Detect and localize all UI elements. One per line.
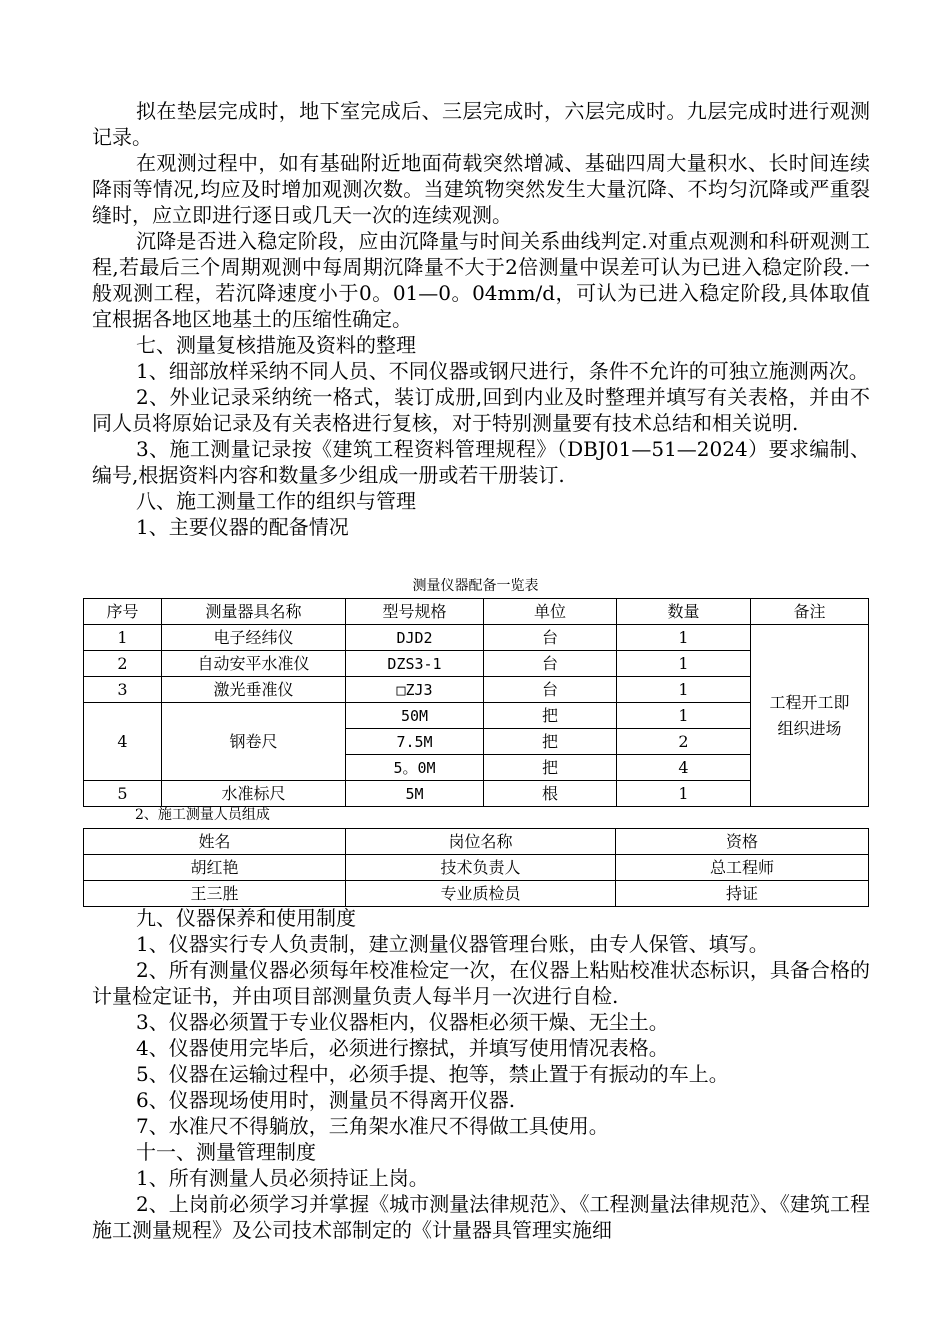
bottom-text-section — [92, 905, 870, 1243]
staff-name: 王三胜 — [84, 881, 346, 907]
table-row — [84, 855, 869, 881]
header-cell: 姓名 — [84, 829, 346, 855]
row-qty: 2 — [617, 729, 751, 755]
row-unit: 台 — [484, 677, 617, 703]
table-header-row — [84, 599, 869, 625]
paragraph-settlement-stability: 沉降是否进入稳定阶段，应由沉降量与时间关系曲线判定.对重点观测和科研观测工程,若最后三个周期观测中每周期沉降量不大于2倍测量中误差可认为已进入稳定阶段.一般观测工程，若沉降速度小于0。01—0。04mm/d，可认为已进入稳定阶段,具体取值宜根据各地区地基土的压缩性确定。 — [92, 229, 870, 331]
paragraph-11-2: 2、上岗前必须学习并掌握《城市测量法律规范》、《工程测量法律规范》、《建筑工程施工测量规程》及公司技术部制定的《计量器具管理实施细 — [92, 1192, 870, 1242]
row-qty: 4 — [617, 755, 751, 781]
row-model: 5M — [346, 781, 484, 807]
row-name: 水准标尺 — [162, 781, 346, 807]
row-no: 5 — [84, 781, 162, 807]
heading-section-9: 九、仪器保养和使用制度 — [136, 906, 356, 930]
header-cell: 岗位名称 — [346, 829, 616, 855]
remark-cell — [751, 625, 869, 807]
paragraph-9-3: 3、仪器必须置于专业仪器柜内，仪器柜必须干燥、无尘土。 — [136, 1010, 669, 1034]
heading-section-11: 十一、测量管理制度 — [136, 1140, 316, 1164]
staff-qualification: 总工程师 — [616, 855, 869, 881]
heading-section-7: 七、测量复核措施及资料的整理 — [136, 333, 416, 357]
staff-section-title: 2、施工测量人员组成 — [135, 807, 270, 823]
header-cell: 型号规格 — [346, 599, 484, 625]
top-text-section — [92, 98, 870, 540]
paragraph-9-4: 4、仪器使用完毕后，必须进行擦拭，并填写使用情况表格。 — [136, 1036, 669, 1060]
row-unit: 把 — [484, 755, 617, 781]
heading-section-8: 八、施工测量工作的组织与管理 — [136, 489, 416, 513]
paragraph-9-6: 6、仪器现场使用时，测量员不得离开仪器. — [136, 1088, 516, 1112]
paragraph-observation-frequency: 在观测过程中，如有基础附近地面荷载突然增减、基础四周大量积水、长时间连续降雨等情况,均应及时增加观测次数。当建筑物突然发生大量沉降、不均匀沉降或严重裂缝时，应立即进行逐日或几天一次的连续观测。 — [92, 151, 870, 227]
row-unit: 根 — [484, 781, 617, 807]
row-no: 3 — [84, 677, 162, 703]
row-model: 50M — [346, 703, 484, 729]
paragraph-7-1: 1、细部放样采纳不同人员、不同仪器或钢尺进行，条件不允许的可独立施测两次。 — [136, 359, 869, 383]
row-model: □ZJ3 — [346, 677, 484, 703]
row-unit: 台 — [484, 651, 617, 677]
instrument-table-caption: 测量仪器配备一览表 — [412, 578, 539, 594]
header-cell: 资格 — [616, 829, 869, 855]
row-name: 电子经纬仪 — [162, 625, 346, 651]
row-qty: 1 — [617, 781, 751, 807]
paragraph-9-2: 2、所有测量仪器必须每年校准检定一次，在仪器上粘贴校准状态标识，具备合格的计量检定证书，并由项目部测量负责人每半月一次进行自检. — [92, 958, 870, 1008]
paragraph-8-1: 1、主要仪器的配备情况 — [136, 515, 349, 539]
table-header-row — [84, 829, 869, 855]
table-row — [84, 625, 869, 651]
row-unit: 台 — [484, 625, 617, 651]
remark-line-2: 组织进场 — [777, 718, 842, 738]
paragraph-7-2: 2、外业记录采纳统一格式，装订成册,回到内业及时整理并填写有关表格，并由不同人员将原始记录及有关表格进行复核，对于特别测量要有技术总结和相关说明. — [92, 385, 870, 435]
instrument-table — [83, 598, 869, 807]
row-unit: 把 — [484, 729, 617, 755]
header-cell: 测量器具名称 — [162, 599, 346, 625]
row-model: DZS3-1 — [346, 651, 484, 677]
row-no: 4 — [84, 703, 162, 781]
header-cell: 单位 — [484, 599, 617, 625]
row-name: 激光垂准仪 — [162, 677, 346, 703]
staff-qualification: 持证 — [616, 881, 869, 907]
row-unit: 把 — [484, 703, 617, 729]
staff-table — [83, 828, 869, 907]
row-model: DJD2 — [346, 625, 484, 651]
row-qty: 1 — [617, 651, 751, 677]
row-qty: 1 — [617, 625, 751, 651]
row-qty: 1 — [617, 677, 751, 703]
header-cell: 序号 — [84, 599, 162, 625]
row-model: 7.5M — [346, 729, 484, 755]
row-name: 钢卷尺 — [162, 703, 346, 781]
paragraph-7-3: 3、施工测量记录按《建筑工程资料管理规程》（DBJ01—51—2024）要求编制、编号,根据资料内容和数量多少组成一册或若干册装订. — [92, 437, 870, 487]
paragraph-11-1: 1、所有测量人员必须持证上岗。 — [136, 1166, 429, 1190]
header-cell: 备注 — [751, 599, 869, 625]
row-qty: 1 — [617, 703, 751, 729]
header-cell: 数量 — [617, 599, 751, 625]
staff-name: 胡红艳 — [84, 855, 346, 881]
paragraph-9-5: 5、仪器在运输过程中，必须手提、抱等，禁止置于有振动的车上。 — [136, 1062, 729, 1086]
row-no: 2 — [84, 651, 162, 677]
row-no: 1 — [84, 625, 162, 651]
staff-position: 技术负责人 — [346, 855, 616, 881]
row-model: 5。0M — [346, 755, 484, 781]
table-row — [84, 881, 869, 907]
row-name: 自动安平水准仪 — [162, 651, 346, 677]
staff-position: 专业质检员 — [346, 881, 616, 907]
paragraph-9-7: 7、水准尺不得躺放，三角架水准尺不得做工具使用。 — [136, 1114, 609, 1138]
paragraph-9-1: 1、仪器实行专人负责制，建立测量仪器管理台账，由专人保管、填写。 — [136, 932, 769, 956]
remark-line-1: 工程开工即 — [769, 692, 850, 712]
paragraph-observation-schedule: 拟在垫层完成时，地下室完成后、三层完成时，六层完成时。九层完成时进行观测记录。 — [92, 99, 870, 149]
